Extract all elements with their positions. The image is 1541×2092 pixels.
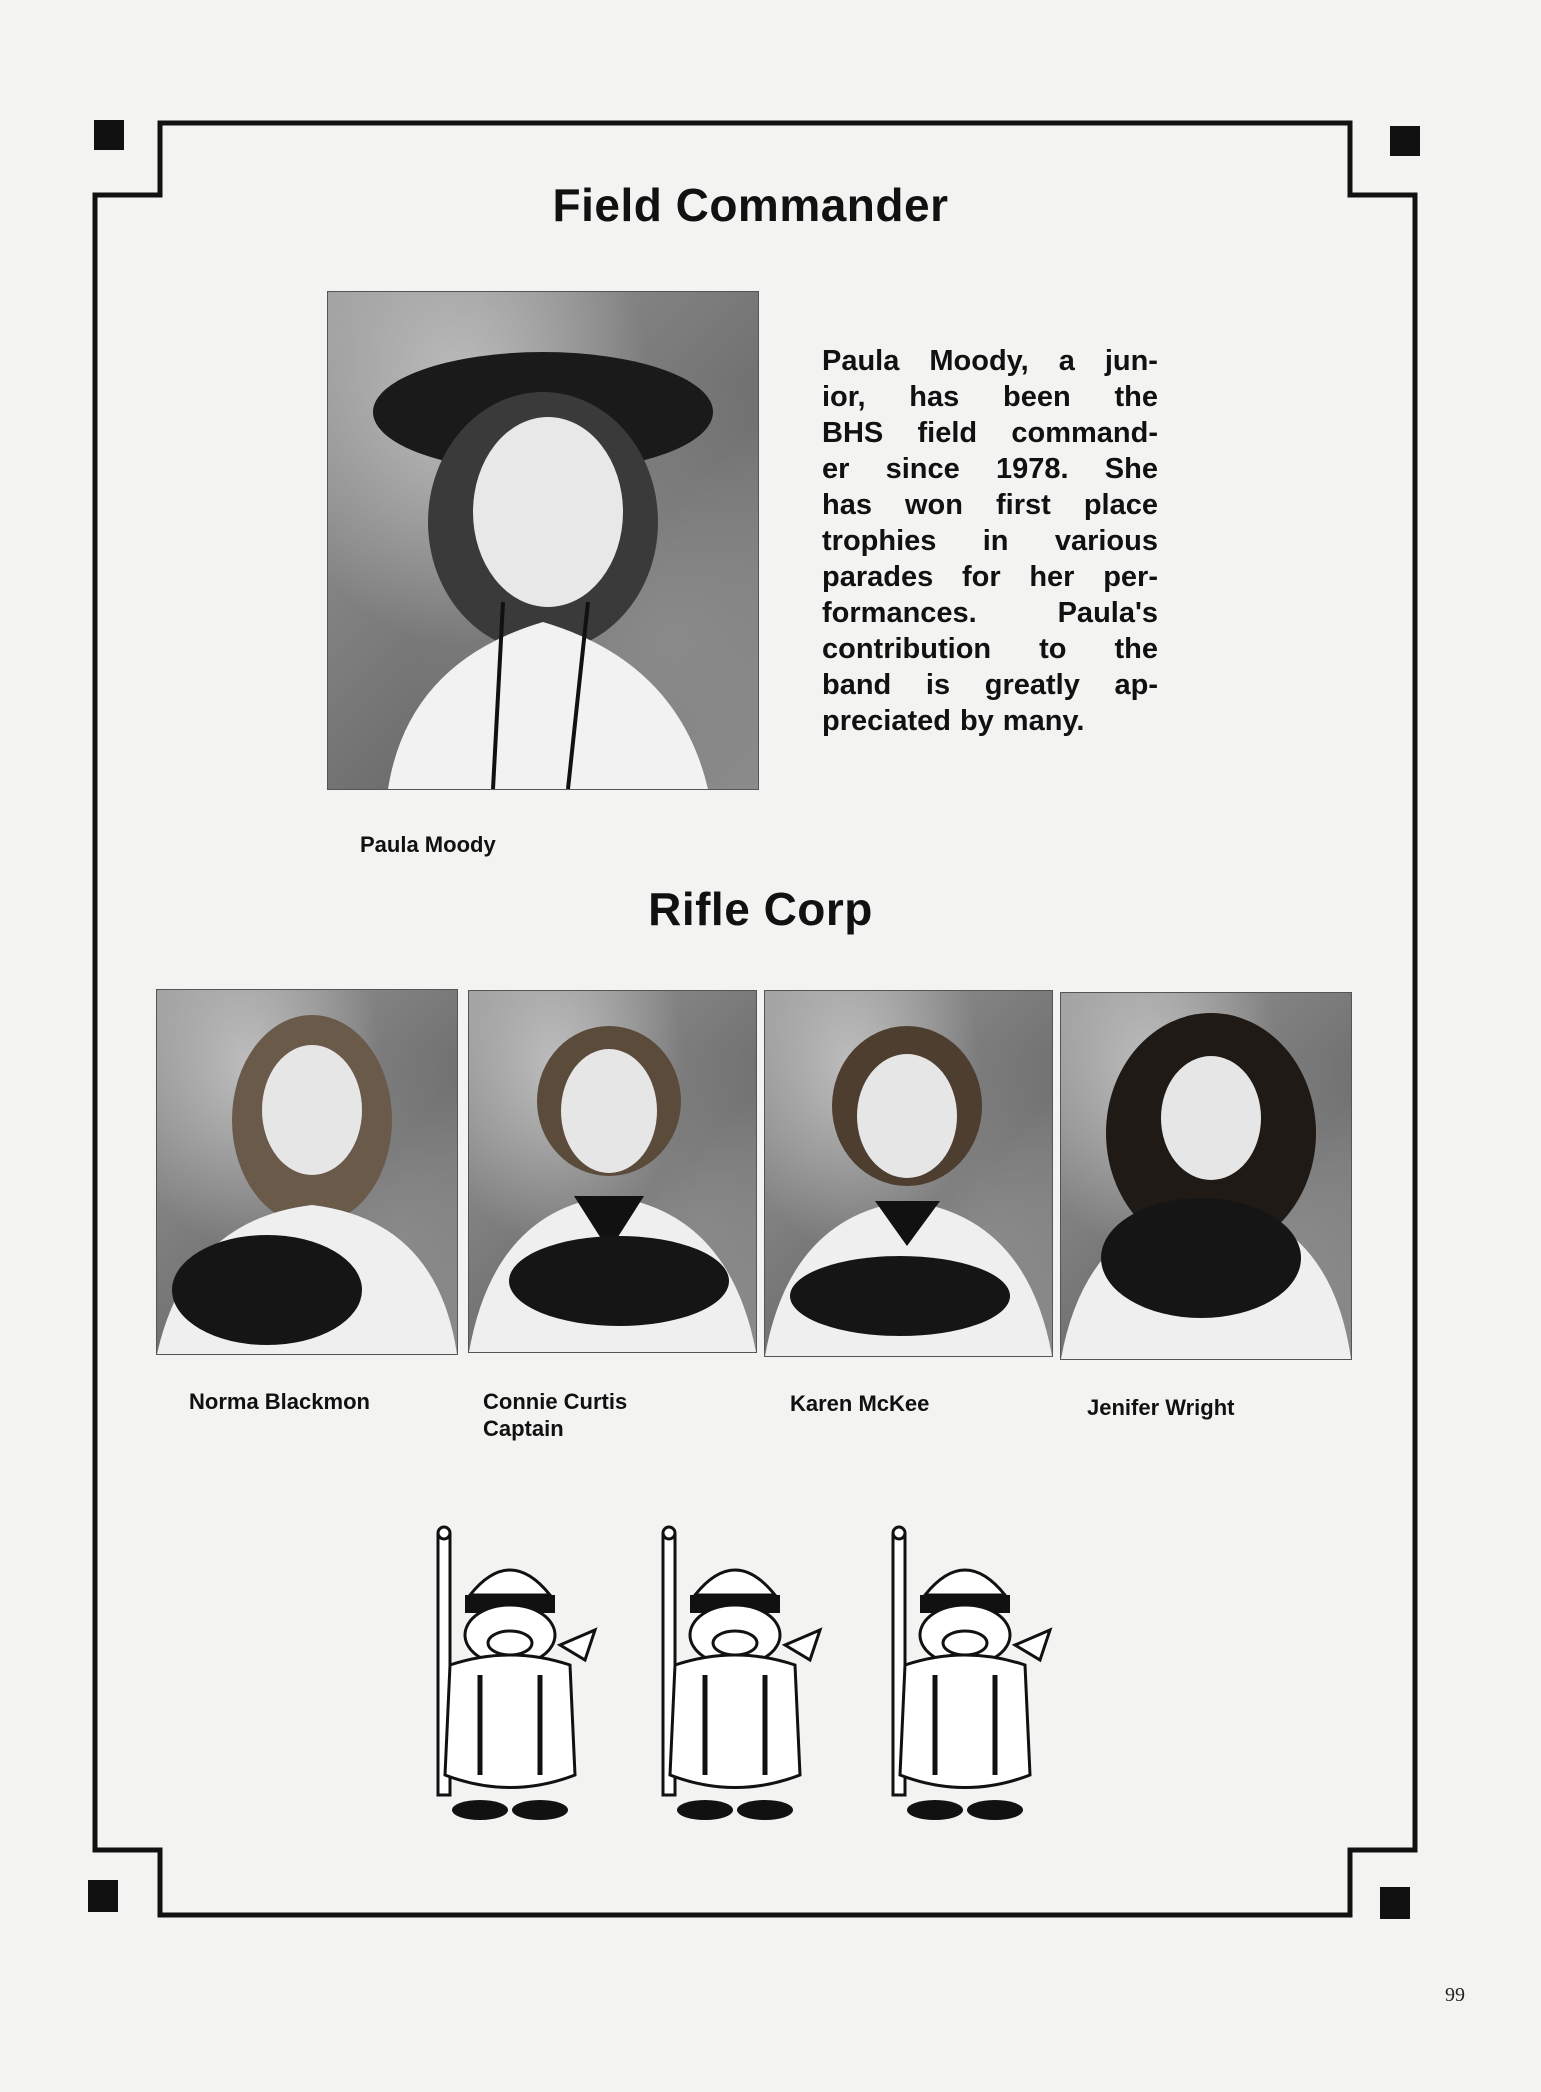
bio-word: jun- (1104, 345, 1158, 377)
bio-word: is (925, 669, 951, 701)
bio-line (822, 343, 1158, 379)
bio-word: command- (1011, 417, 1158, 449)
bio-word: to (1039, 633, 1067, 665)
bio-word: trophies (822, 525, 937, 557)
bio-word: ior, (822, 381, 866, 413)
black-square-icon (94, 120, 124, 150)
bio-word: has (822, 489, 872, 521)
bio-word: Moody, (929, 345, 1029, 377)
bio-line (822, 595, 1158, 631)
caption-paula-moody: Paula Moody (360, 832, 496, 857)
bio-line (822, 631, 1158, 667)
caption-member-4: Jenifer Wright (1087, 1395, 1235, 1420)
portrait-photo-member-4 (1060, 992, 1352, 1360)
bio-word: parades (822, 561, 934, 593)
portrait-photo-member-1 (156, 989, 458, 1355)
bio-line (822, 487, 1158, 523)
rifle-soldier-cartoon-icon (438, 1527, 595, 1820)
bio-line (822, 667, 1158, 703)
bio-word: a (1058, 345, 1075, 377)
caption-member-2: Connie Curtis (483, 1389, 628, 1414)
bio-line (822, 379, 1158, 415)
bio-word: er (822, 453, 850, 485)
bio-word: since (885, 453, 960, 485)
bio-line (822, 451, 1158, 487)
rifle-soldier-cartoon-icon (893, 1527, 1050, 1820)
portrait-figure-icon (328, 292, 758, 789)
bio-word: many. (1002, 705, 1085, 737)
bio-word: place (1083, 489, 1158, 521)
bio-word: for (961, 561, 1001, 593)
bio-line (822, 559, 1158, 595)
page-number: 99 (1445, 1984, 1465, 2006)
bio-word: the (1114, 633, 1158, 665)
black-square-icon (1390, 126, 1420, 156)
caption-member-3: Karen McKee (790, 1391, 930, 1416)
portrait-photo-member-2 (468, 990, 757, 1353)
bio-word: field (917, 417, 978, 449)
bio-word: in (982, 525, 1009, 557)
bio-word: the (1114, 381, 1158, 413)
bio-word: per- (1103, 561, 1158, 593)
bio-word: ap- (1114, 669, 1158, 701)
bio-word: her (1029, 561, 1075, 593)
bio-word: formances. (822, 597, 977, 629)
bio-word: various (1054, 525, 1158, 557)
caption-member-2-role: Captain (483, 1416, 564, 1441)
bio-word: by (959, 705, 994, 737)
bio-word: won (905, 489, 963, 521)
caption-member-1: Norma Blackmon (189, 1389, 370, 1414)
bio-word: Paula's (1057, 597, 1158, 629)
bio-word: band (822, 669, 892, 701)
rifle-soldier-cartoon-icon (663, 1527, 820, 1820)
bio-word: She (1104, 453, 1158, 485)
bio-word: greatly (984, 669, 1080, 701)
bio-line (822, 415, 1158, 451)
bio-line (822, 523, 1158, 559)
portrait-photo-field-commander (327, 291, 759, 790)
bio-word: 1978. (996, 453, 1069, 485)
black-square-icon (88, 1880, 118, 1912)
bio-word: preciated (822, 705, 951, 737)
section-title-field-commander: Field Commander (552, 179, 949, 231)
bio-word: BHS (822, 417, 884, 449)
bio-word: Paula (822, 345, 900, 377)
bio-word: has (909, 381, 960, 413)
portrait-photo-member-3 (764, 990, 1053, 1357)
mascot-cartoons (400, 1515, 1100, 1855)
field-commander-bio (822, 343, 1158, 739)
section-title-rifle-corp: Rifle Corp (648, 883, 873, 935)
bio-line (822, 703, 1158, 739)
bio-word: contribution (822, 633, 992, 665)
bio-word: been (1003, 381, 1071, 413)
black-square-icon (1380, 1887, 1410, 1919)
bio-word: first (996, 489, 1051, 521)
